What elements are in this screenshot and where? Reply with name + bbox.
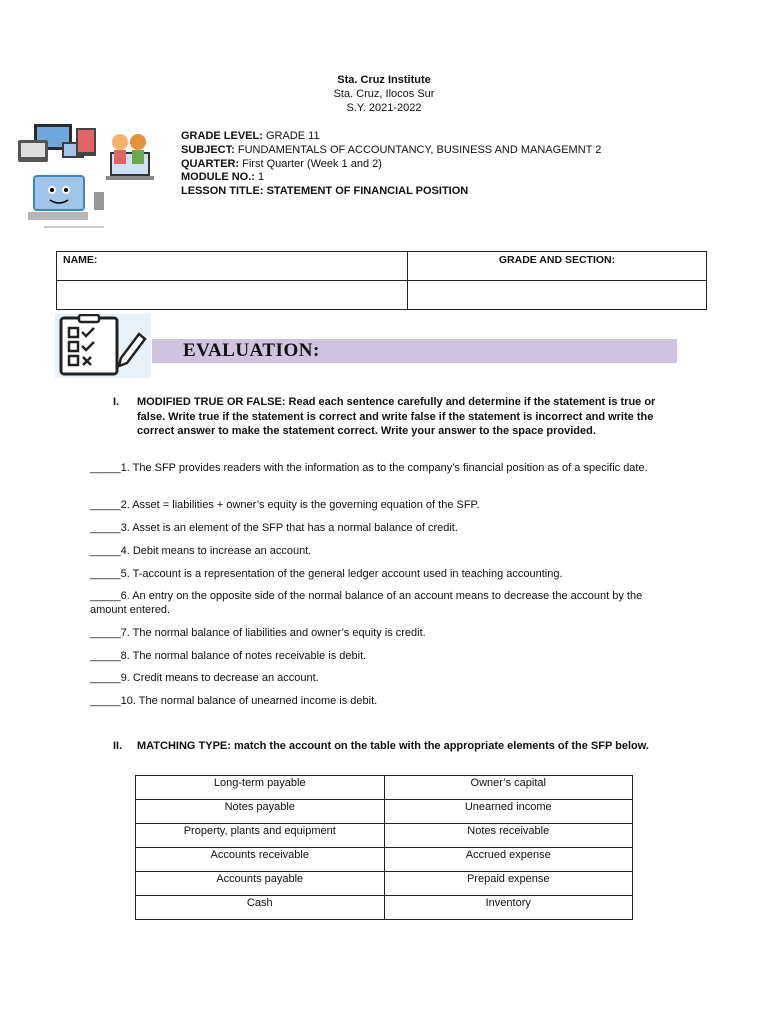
quarter-value: First Quarter (Week 1 and 2) — [242, 158, 382, 170]
section2-instructions: MATCHING TYPE: match the account on the table with the appropriate elements of the SFP below. — [137, 740, 649, 752]
computer-kids-clipart — [14, 118, 164, 233]
tf-item-10: _____10. The normal balance of unearned income is debit. — [90, 695, 378, 707]
quarter-label: QUARTER: — [181, 158, 240, 170]
matching-table — [135, 775, 633, 920]
tf-item-5: _____5. T-account is a representation of the general ledger account used in teaching accounting. — [90, 568, 563, 580]
section2-number: II. — [113, 740, 123, 752]
matching-cell: Accounts receivable — [136, 848, 385, 872]
matching-cell: Property, plants and equipment — [136, 824, 385, 848]
name-field[interactable] — [57, 281, 408, 310]
matching-cell: Inventory — [384, 896, 633, 920]
table-row — [136, 824, 633, 848]
table-row — [136, 872, 633, 896]
school-address: Sta. Cruz, Ilocos Sur — [333, 88, 435, 100]
school-name: Sta. Cruz Institute — [337, 74, 431, 86]
tf-item-2: _____2. Asset = liabilities + owner’s equity is the governing equation of the SFP. — [90, 499, 480, 511]
matching-cell: Long-term payable — [136, 776, 385, 800]
matching-cell: Notes receivable — [384, 824, 633, 848]
table-row — [136, 800, 633, 824]
grade-level-line — [181, 129, 320, 143]
grade-level-value: GRADE 11 — [265, 130, 320, 142]
checklist-clipboard-icon — [55, 314, 151, 378]
student-info-table — [56, 251, 707, 310]
tf-item-7: _____7. The normal balance of liabilities and owner’s equity is credit. — [90, 627, 426, 639]
matching-cell: Owner’s capital — [384, 776, 633, 800]
tf-item-4: _____4. Debit means to increase an account. — [90, 545, 312, 557]
section1-instructions: MODIFIED TRUE OR FALSE: Read each sentence carefully and determine if the statement is true or false. Write true if the statement is correct and write false if the statement is incorrect and write the correct answer to make the statement correct. Write your answer to the space provided. — [137, 396, 656, 437]
evaluation-title: EVALUATION: — [183, 340, 320, 361]
lesson-line — [181, 184, 468, 198]
matching-cell: Accounts payable — [136, 872, 385, 896]
table-row — [136, 848, 633, 872]
tf-item-3: _____3. Asset is an element of the SFP that has a normal balance of credit. — [90, 522, 458, 534]
subject-value: FUNDAMENTALS OF ACCOUNTANCY, BUSINESS AND MANAGEMNT 2 — [237, 144, 602, 156]
tf-item-1: _____1. The SFP provides readers with the information as to the company’s financial position as of a specific date. — [90, 462, 648, 474]
matching-cell: Unearned income — [384, 800, 633, 824]
section1-number: I. — [113, 396, 120, 408]
name-label: NAME: — [57, 252, 408, 281]
subject-label: SUBJECT: — [181, 144, 235, 156]
matching-cell: Prepaid expense — [384, 872, 633, 896]
module-label: MODULE NO.: — [181, 171, 255, 183]
lesson-value: STATEMENT OF FINANCIAL POSITION — [266, 185, 469, 197]
lesson-label: LESSON TITLE: — [181, 185, 264, 197]
tf-item-6: _____6. An entry on the opposite side of the normal balance of an account means to decrease the account by the amount entered. — [90, 590, 643, 616]
table-row — [136, 776, 633, 800]
matching-cell: Accrued expense — [384, 848, 633, 872]
grade-section-label: GRADE AND SECTION: — [408, 252, 707, 281]
module-value: 1 — [258, 171, 265, 183]
matching-cell: Notes payable — [136, 800, 385, 824]
grade-level-label: GRADE LEVEL: — [181, 130, 263, 142]
module-line — [181, 170, 264, 184]
grade-section-field[interactable] — [408, 281, 707, 310]
tf-item-9: _____9. Credit means to decrease an account. — [90, 672, 319, 684]
quarter-line — [181, 157, 382, 171]
tf-item-8: _____8. The normal balance of notes receivable is debit. — [90, 650, 367, 662]
school-year: S.Y. 2021-2022 — [346, 102, 422, 114]
table-row — [136, 896, 633, 920]
subject-line — [181, 143, 601, 157]
matching-cell: Cash — [136, 896, 385, 920]
